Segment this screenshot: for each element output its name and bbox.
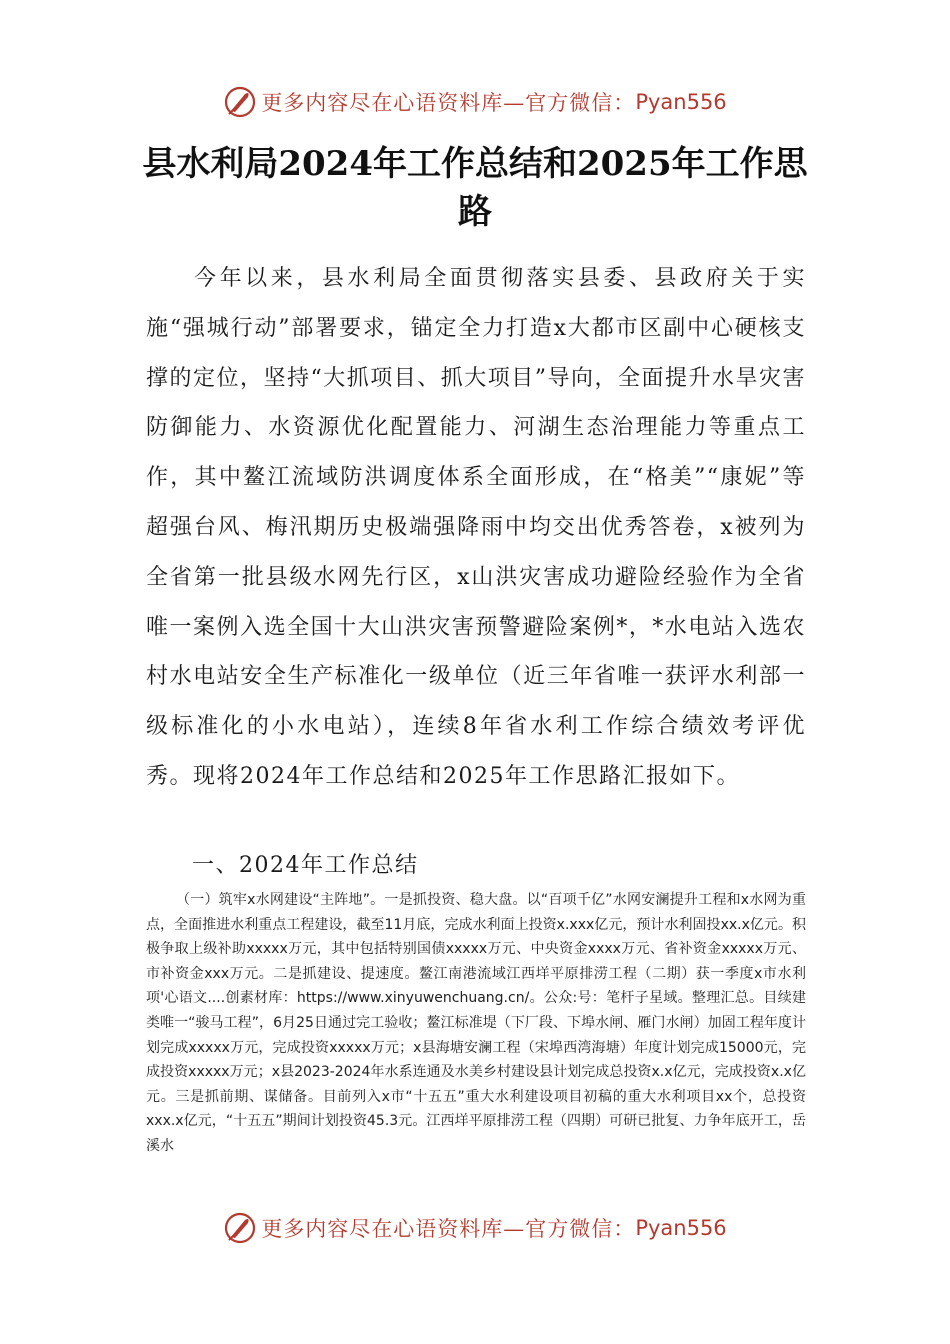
banner-wechat-id: Pyan556 <box>635 90 727 114</box>
header-banner <box>0 82 950 122</box>
section-1-heading: 一、2024年工作总结 <box>192 853 419 878</box>
footer-banner <box>0 1208 950 1248</box>
banner-wechat-id: Pyan556 <box>635 1216 727 1240</box>
banner-text: 更多内容尽在心语资料库—官方微信： <box>261 91 636 115</box>
quill-logo-icon <box>223 1211 257 1245</box>
intro-paragraph: 今年以来，县水利局全面贯彻落实县委、县政府关于实施“强城行动”部署要求，锚定全力打造x大都市区副中心硬核支撑的定位，坚持“大抓项目、抓大项目”导向，全面提升水旱灾害防御能力、水资源优化配置能力、河湖生态治理能力等重点工作，其中鳌江流域防洪调度体系全面形成，在“格美”“康妮”等超强台风、梅汛期历史极端强降雨中均交出优秀答卷，x被列为全省第一批县级水网先行区，x山洪灾害成功避险经验作为全省唯一案例入选全国十大山洪灾害预警避险案例*，*水电站入选农村水电站安全生产标准化一级单位（近三年省唯一获评水利部一级标准化的小水电站），连续8年省水利工作综合绩效考评优秀。现将2024年工作总结和2025年工作思路汇报如下。 <box>146 266 806 789</box>
quill-logo-icon <box>223 85 257 119</box>
banner-text: 更多内容尽在心语资料库—官方微信： <box>261 1217 636 1241</box>
document-title: 县水利局2024年工作总结和2025年工作思路 <box>142 144 808 232</box>
section-1-body: （一）筑牢x水网建设“主阵地”。一是抓投资、稳大盘。以“百项千亿”水网安澜提升工程和x水网为重点，全面推进水利重点工程建设，截至11月底，完成水利面上投资x.xxx亿元，预计水利固投xx.x亿元。积极争取上级补助xxxxx万元，其中包括特别国债xxxxx万元、中央资金xxxx万元、省补资金xxxxx万元、市补资金xxx万元。二是抓建设、提速度。鳌江南港流域江西垟平原排涝工程（二期）获一季度x市水利项'心语文....创素材库：https://www.xinyuwenchuang.cn/。公众:号：笔杆子星域。整理汇总。目续建类唯一“骏马工程”，6月25日通过完工验收；鳌江标准堤（下厂段、下埠水闸、雁门水闸）加固工程年度计划完成xxxxx万元，完成投资xxxxx万元；x县海塘安澜工程（宋埠西湾海塘）年度计划完成15000元，完成投资xxxxx万元；x县2023-2024年水系连通及水美乡村建设县计划完成总投资x.x亿元，完成投资x.x亿元。三是抓前期、谋储备。目前列入x市“十五五”重大水利建设项目初稿的重大水利项目xx个，总投资xxx.x亿元，“十五五”期间计划投资45.3元。江西垟平原排涝工程（四期）可研已批复、力争年底开工，岳溪水 <box>146 892 806 1154</box>
